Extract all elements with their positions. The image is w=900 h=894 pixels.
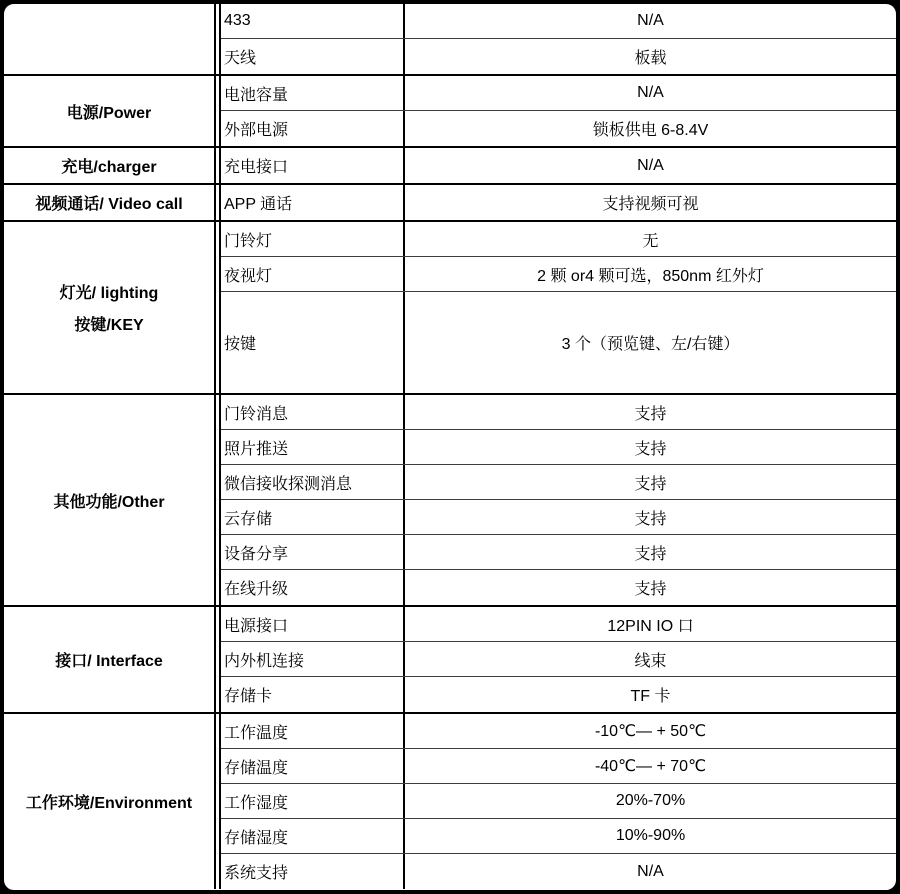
spec-row	[221, 819, 896, 854]
spec-row	[221, 570, 896, 605]
spec-value: 支持	[634, 440, 667, 458]
spec-item-label: 设备分享	[221, 535, 405, 569]
spec-value: 支持	[634, 405, 667, 423]
spec-row	[221, 395, 896, 430]
spec-section	[4, 4, 896, 76]
spec-item-label: 云存储	[221, 500, 405, 534]
spec-section	[4, 76, 896, 148]
spec-value: 10%-90%	[615, 827, 686, 844]
spec-row	[221, 39, 896, 74]
spec-item-label: 门铃消息	[221, 395, 405, 429]
spec-item-label: 门铃灯	[221, 222, 405, 256]
spec-item-label: 电源接口	[221, 607, 405, 641]
spec-item-label: 433	[221, 4, 405, 38]
spec-value: 支持	[634, 545, 667, 563]
spec-item-label: 充电接口	[221, 148, 405, 183]
category-cell	[4, 148, 216, 183]
category-label: 工作环境/Environment	[25, 795, 193, 812]
spec-row	[221, 185, 896, 220]
spec-item-label: 照片推送	[221, 430, 405, 464]
spec-row	[221, 784, 896, 819]
category-cell	[4, 185, 216, 220]
spec-value: 2 颗 or4 颗可选，850nm 红外灯	[537, 267, 764, 285]
section-rows	[219, 76, 896, 146]
spec-row	[221, 430, 896, 465]
spec-row	[221, 535, 896, 570]
spec-value: -40℃— + 70℃	[594, 758, 707, 775]
spec-section	[4, 395, 896, 607]
spec-value: 3 个（预览键、左/右键）	[561, 336, 740, 353]
spec-row	[221, 500, 896, 535]
category-cell	[4, 222, 216, 393]
spec-row	[221, 4, 896, 39]
section-rows	[219, 185, 896, 220]
section-rows	[219, 222, 896, 393]
spec-section	[4, 185, 896, 222]
category-cell	[4, 76, 216, 146]
spec-section	[4, 222, 896, 395]
spec-value: 无	[642, 232, 659, 250]
spec-row	[221, 607, 896, 642]
spec-value: TF 卡	[630, 688, 671, 705]
spec-item-label: 存储湿度	[221, 819, 405, 853]
spec-value: N/A	[637, 84, 664, 101]
section-rows	[219, 714, 896, 889]
spec-item-label: 天线	[221, 39, 405, 74]
category-label: 视频通话/ Video call	[35, 196, 183, 213]
category-label: 灯光/ lighting	[59, 285, 159, 302]
spec-value: 线束	[634, 652, 667, 670]
spec-value: 支持	[634, 510, 667, 528]
spec-table	[2, 2, 898, 892]
spec-row	[221, 642, 896, 677]
spec-item-label: 在线升级	[221, 570, 405, 605]
spec-item-label: 工作湿度	[221, 784, 405, 818]
spec-section	[4, 148, 896, 185]
section-rows	[219, 607, 896, 712]
spec-row	[221, 714, 896, 749]
spec-table-body	[4, 4, 896, 890]
spec-item-label: 存储温度	[221, 749, 405, 783]
spec-item-label: 工作温度	[221, 714, 405, 748]
spec-item-label: 存储卡	[221, 677, 405, 712]
spec-value: 板载	[634, 50, 667, 67]
spec-row	[221, 111, 896, 146]
section-rows	[219, 395, 896, 605]
spec-item-label: 电池容量	[221, 76, 405, 110]
spec-item-label: 外部电源	[221, 111, 405, 146]
spec-section	[4, 607, 896, 714]
spec-row	[221, 854, 896, 889]
spec-section	[4, 714, 896, 889]
spec-value: N/A	[637, 12, 664, 29]
spec-value: 12PIN IO 口	[607, 617, 694, 635]
category-label: 电源/Power	[66, 104, 152, 122]
spec-row	[221, 222, 896, 257]
spec-value: 20%-70%	[615, 792, 686, 809]
category-label: 充电/charger	[61, 159, 157, 176]
spec-row	[221, 749, 896, 784]
section-rows	[219, 4, 896, 74]
spec-item-label: 内外机连接	[221, 642, 405, 676]
spec-item-label: APP 通话	[221, 185, 405, 220]
spec-item-label: 按键	[221, 292, 405, 393]
spec-row	[221, 257, 896, 292]
spec-row	[221, 465, 896, 500]
spec-row	[221, 292, 896, 393]
spec-item-label: 系统支持	[221, 854, 405, 889]
spec-row	[221, 677, 896, 712]
spec-value: N/A	[637, 156, 664, 174]
spec-value: 支持	[634, 581, 667, 598]
spec-value: 锁板供电 6-8.4V	[592, 122, 709, 139]
section-rows	[219, 148, 896, 183]
spec-item-label: 夜视灯	[221, 257, 405, 291]
category-cell	[4, 4, 216, 74]
category-cell	[4, 714, 216, 889]
spec-value: 支持视频可视	[602, 196, 699, 213]
category-label: 其他功能/Other	[53, 493, 165, 511]
spec-value: N/A	[637, 862, 664, 880]
category-cell	[4, 395, 216, 605]
spec-row	[221, 76, 896, 111]
spec-value: -10℃— + 50℃	[594, 723, 707, 740]
category-cell	[4, 607, 216, 712]
spec-item-label: 微信接收探测消息	[221, 465, 405, 499]
spec-value: 支持	[634, 475, 667, 493]
category-label: 按键/KEY	[74, 317, 144, 334]
category-label: 接口/ Interface	[55, 653, 163, 670]
spec-row	[221, 148, 896, 183]
